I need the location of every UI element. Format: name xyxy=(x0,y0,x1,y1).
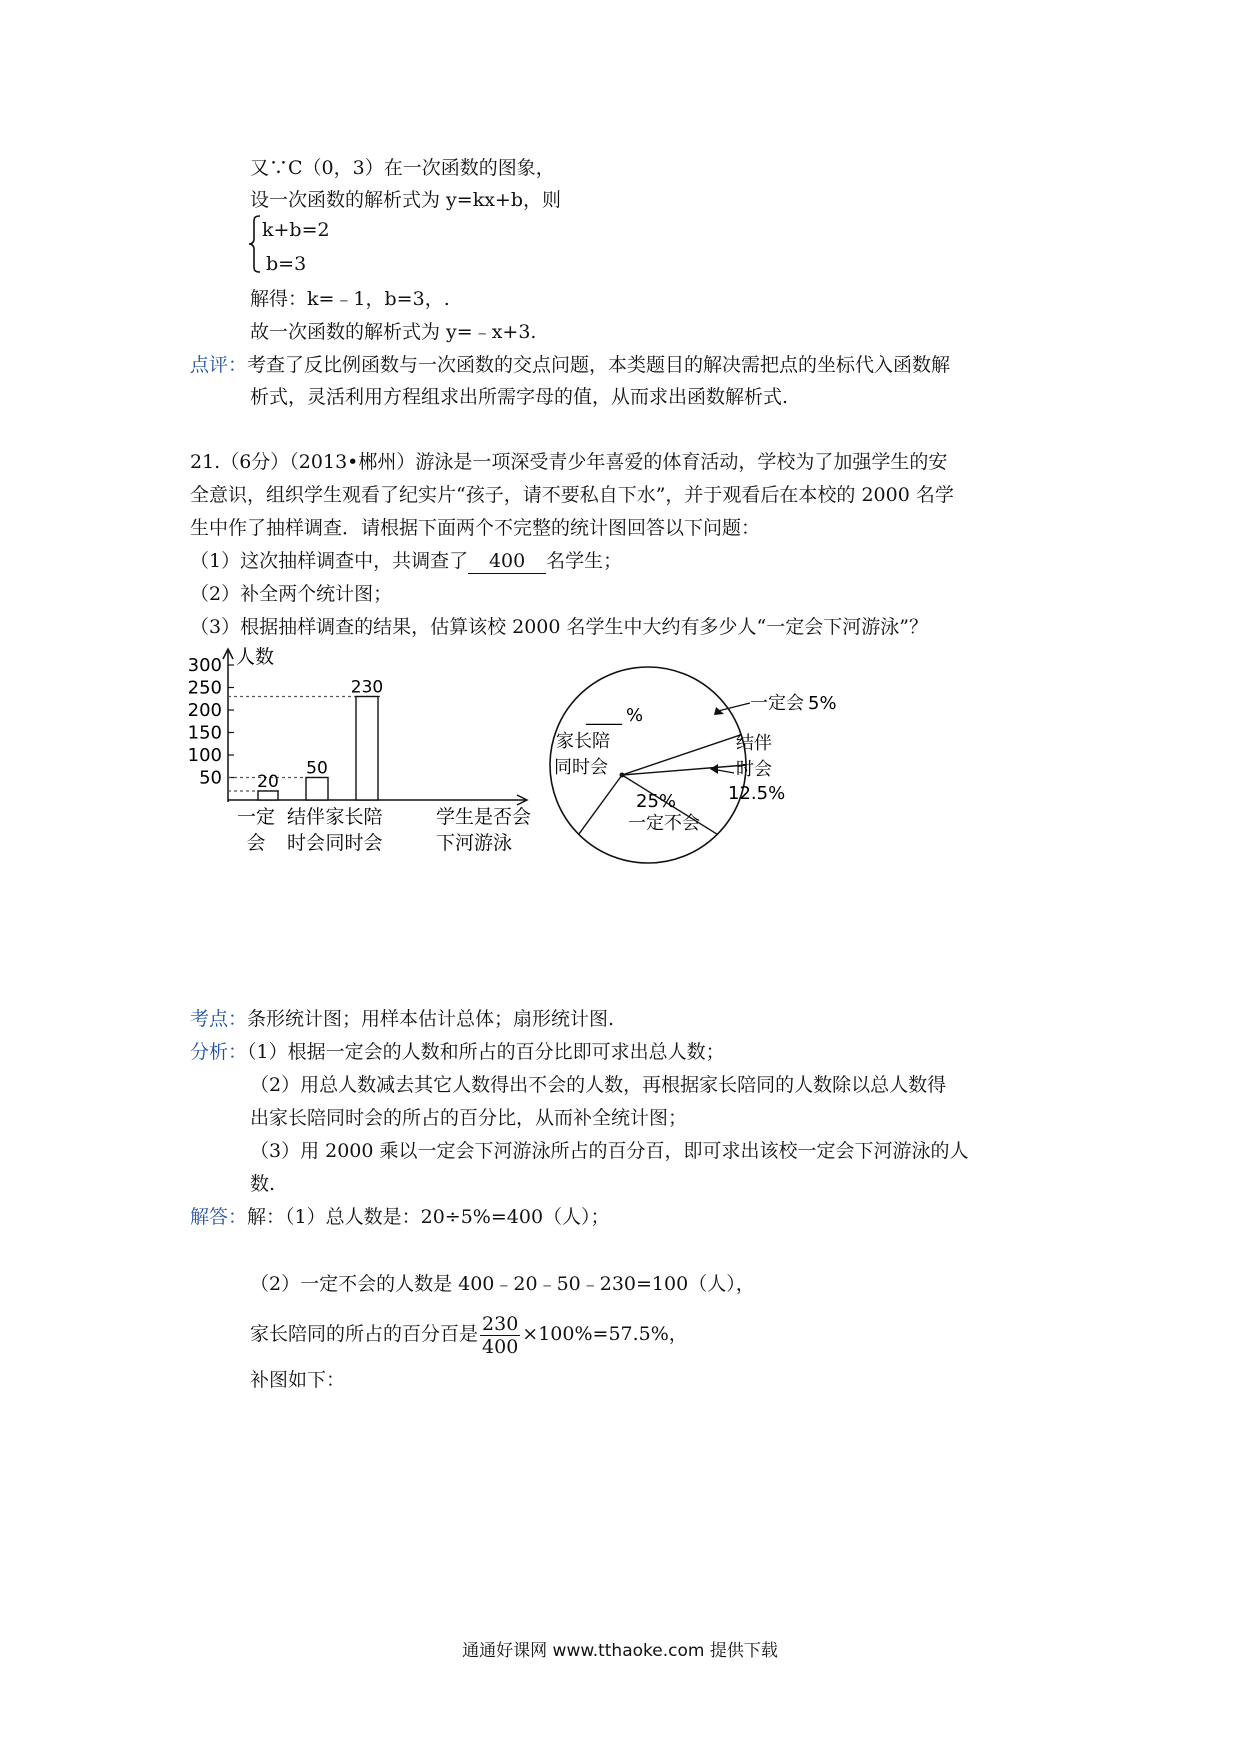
fraction-numerator: 230 xyxy=(482,1312,519,1335)
y-tick-label: 50 xyxy=(199,767,222,789)
problem-line: 全意识，组织学生观看了纪实片“孩子，请不要私自下水”，并于观看后在本校的 2000 名学 xyxy=(190,484,954,506)
pie-center-dot xyxy=(620,773,625,778)
pie-blank: ____ xyxy=(586,705,622,726)
equation-2: b=3 xyxy=(266,253,307,275)
fenxi-line xyxy=(190,1040,725,1064)
kaodian-text: 条形统计图；用样本估计总体；扇形统计图. xyxy=(247,1008,615,1030)
pie-label: 一定不会 xyxy=(628,813,700,834)
kaodian-label: 考点： xyxy=(190,1008,248,1030)
pie-label: 同时会 xyxy=(554,757,608,778)
bar xyxy=(356,697,378,801)
problem-line: 生中作了抽样调查．请根据下面两个不完整的统计图回答以下问题： xyxy=(190,517,761,539)
review-line xyxy=(190,353,950,377)
y-tick-label: 150 xyxy=(187,722,222,744)
fenxi-label: 分析： xyxy=(190,1041,248,1063)
pie-slice-boundary xyxy=(579,775,622,834)
fenxi-line: 数. xyxy=(250,1173,276,1195)
pie-label: 一定会 xyxy=(750,693,804,714)
review-label: 点评： xyxy=(190,354,248,376)
pie-pct-label: % xyxy=(626,705,644,726)
question-1 xyxy=(190,549,622,574)
review-text: 考查了反比例函数与一次函数的交点问题，本类题目的解决需把点的坐标代入函数解 xyxy=(247,354,951,376)
equation-1: k+b=2 xyxy=(262,219,330,241)
bar-value-label: 20 xyxy=(257,772,279,792)
jieda-text: 家长陪同的所占的百分百是 xyxy=(250,1323,479,1345)
label-pointer-head xyxy=(710,764,718,774)
question-3: （3）根据抽样调查的结果，估算该校 2000 名学生中大约有多少人“一定会下河游泳”？ xyxy=(190,616,928,638)
footer: 通通好课网 www.tthaoke.com 提供下载 xyxy=(462,1641,778,1661)
pie-label: 家长陪 xyxy=(556,731,610,752)
solution-line: 又∵C（0，3）在一次函数的图象， xyxy=(250,157,555,179)
solution-line: 设一次函数的解析式为 y=kx+b，则 xyxy=(250,189,562,211)
x-axis-label: 学生是否会 xyxy=(436,806,532,828)
pie-pct-label: 12.5% xyxy=(728,783,786,804)
category-label: 结伴 xyxy=(286,806,326,828)
bar xyxy=(306,778,328,801)
label-pointer-head xyxy=(714,707,724,715)
question-1-text: （1）这次抽样调查中，共调查了 xyxy=(190,550,469,572)
pie-chart xyxy=(540,665,870,885)
solution-line: 故一次函数的解析式为 y=﹣x+3. xyxy=(250,321,537,343)
bar-value-label: 230 xyxy=(350,677,384,698)
category-label: 家长陪 xyxy=(325,806,383,828)
y-tick-label: 250 xyxy=(187,677,222,699)
jieda-line: （2）一定不会的人数是 400﹣20﹣50﹣230=100（人）， xyxy=(250,1273,755,1295)
label-pointer xyxy=(718,703,750,711)
pie-label: 结伴 xyxy=(736,733,772,754)
question-1-suffix: 名学生； xyxy=(546,550,623,572)
pie-pct-label: 25% xyxy=(636,791,677,812)
y-tick-label: 100 xyxy=(187,745,222,766)
jieda-line xyxy=(190,1205,610,1229)
pie-pct-label: 5% xyxy=(808,693,837,714)
jieda-line: 补图如下： xyxy=(250,1369,346,1391)
equation-brace xyxy=(248,215,262,273)
fenxi-line: （3）用 2000 乘以一定会下河游泳所占的百分百，即可求出该校一定会下河游泳的人 xyxy=(250,1140,969,1162)
category-label: 一定 xyxy=(236,806,276,828)
fraction-denominator: 400 xyxy=(482,1335,519,1358)
x-axis-label: 下河游泳 xyxy=(436,832,513,854)
fraction xyxy=(480,1313,520,1358)
fenxi-line: （2）用总人数减去其它人数得出不会的人数，再根据家长陪同的人数除以总人数得 xyxy=(250,1074,947,1096)
y-axis-label: 人数 xyxy=(236,646,275,668)
jieda-text: ×100%=57.5%， xyxy=(522,1323,688,1345)
kaodian-line xyxy=(190,1007,614,1031)
pie-slice-boundary xyxy=(622,735,741,775)
category-label: 会 xyxy=(246,832,266,854)
bar-chart xyxy=(180,645,560,965)
problem-line: 21.（6分）（2013•郴州）游泳是一项深受青少年喜爱的体育活动，学校为了加强学生的安 xyxy=(190,451,948,473)
category-label: 时会 xyxy=(286,832,326,854)
fenxi-text: （1）根据一定会的人数和所占的百分比即可求出总人数； xyxy=(247,1041,725,1063)
question-2: （2）补全两个统计图； xyxy=(190,583,393,605)
bar xyxy=(258,791,278,800)
y-tick-label: 300 xyxy=(187,655,222,676)
bar-value-label: 50 xyxy=(306,758,328,779)
jieda-text: 解：（1）总人数是：20÷5%=400（人）； xyxy=(247,1206,610,1228)
jieda-label: 解答： xyxy=(190,1206,248,1228)
category-label: 同时会 xyxy=(325,832,383,854)
question-1-answer: 400 xyxy=(468,549,546,574)
solution-line: 解得：k=﹣1，b=3，. xyxy=(250,288,450,310)
fenxi-line: 出家长陪同时会的所占的百分比，从而补全统计图； xyxy=(250,1107,688,1129)
y-tick-label: 200 xyxy=(187,700,222,721)
jieda-line xyxy=(250,1312,688,1358)
pie-label: 时会 xyxy=(736,759,772,780)
pie-slice-boundary xyxy=(622,765,746,775)
review-line: 析式，灵活利用方程组求出所需字母的值，从而求出函数解析式. xyxy=(250,386,789,408)
